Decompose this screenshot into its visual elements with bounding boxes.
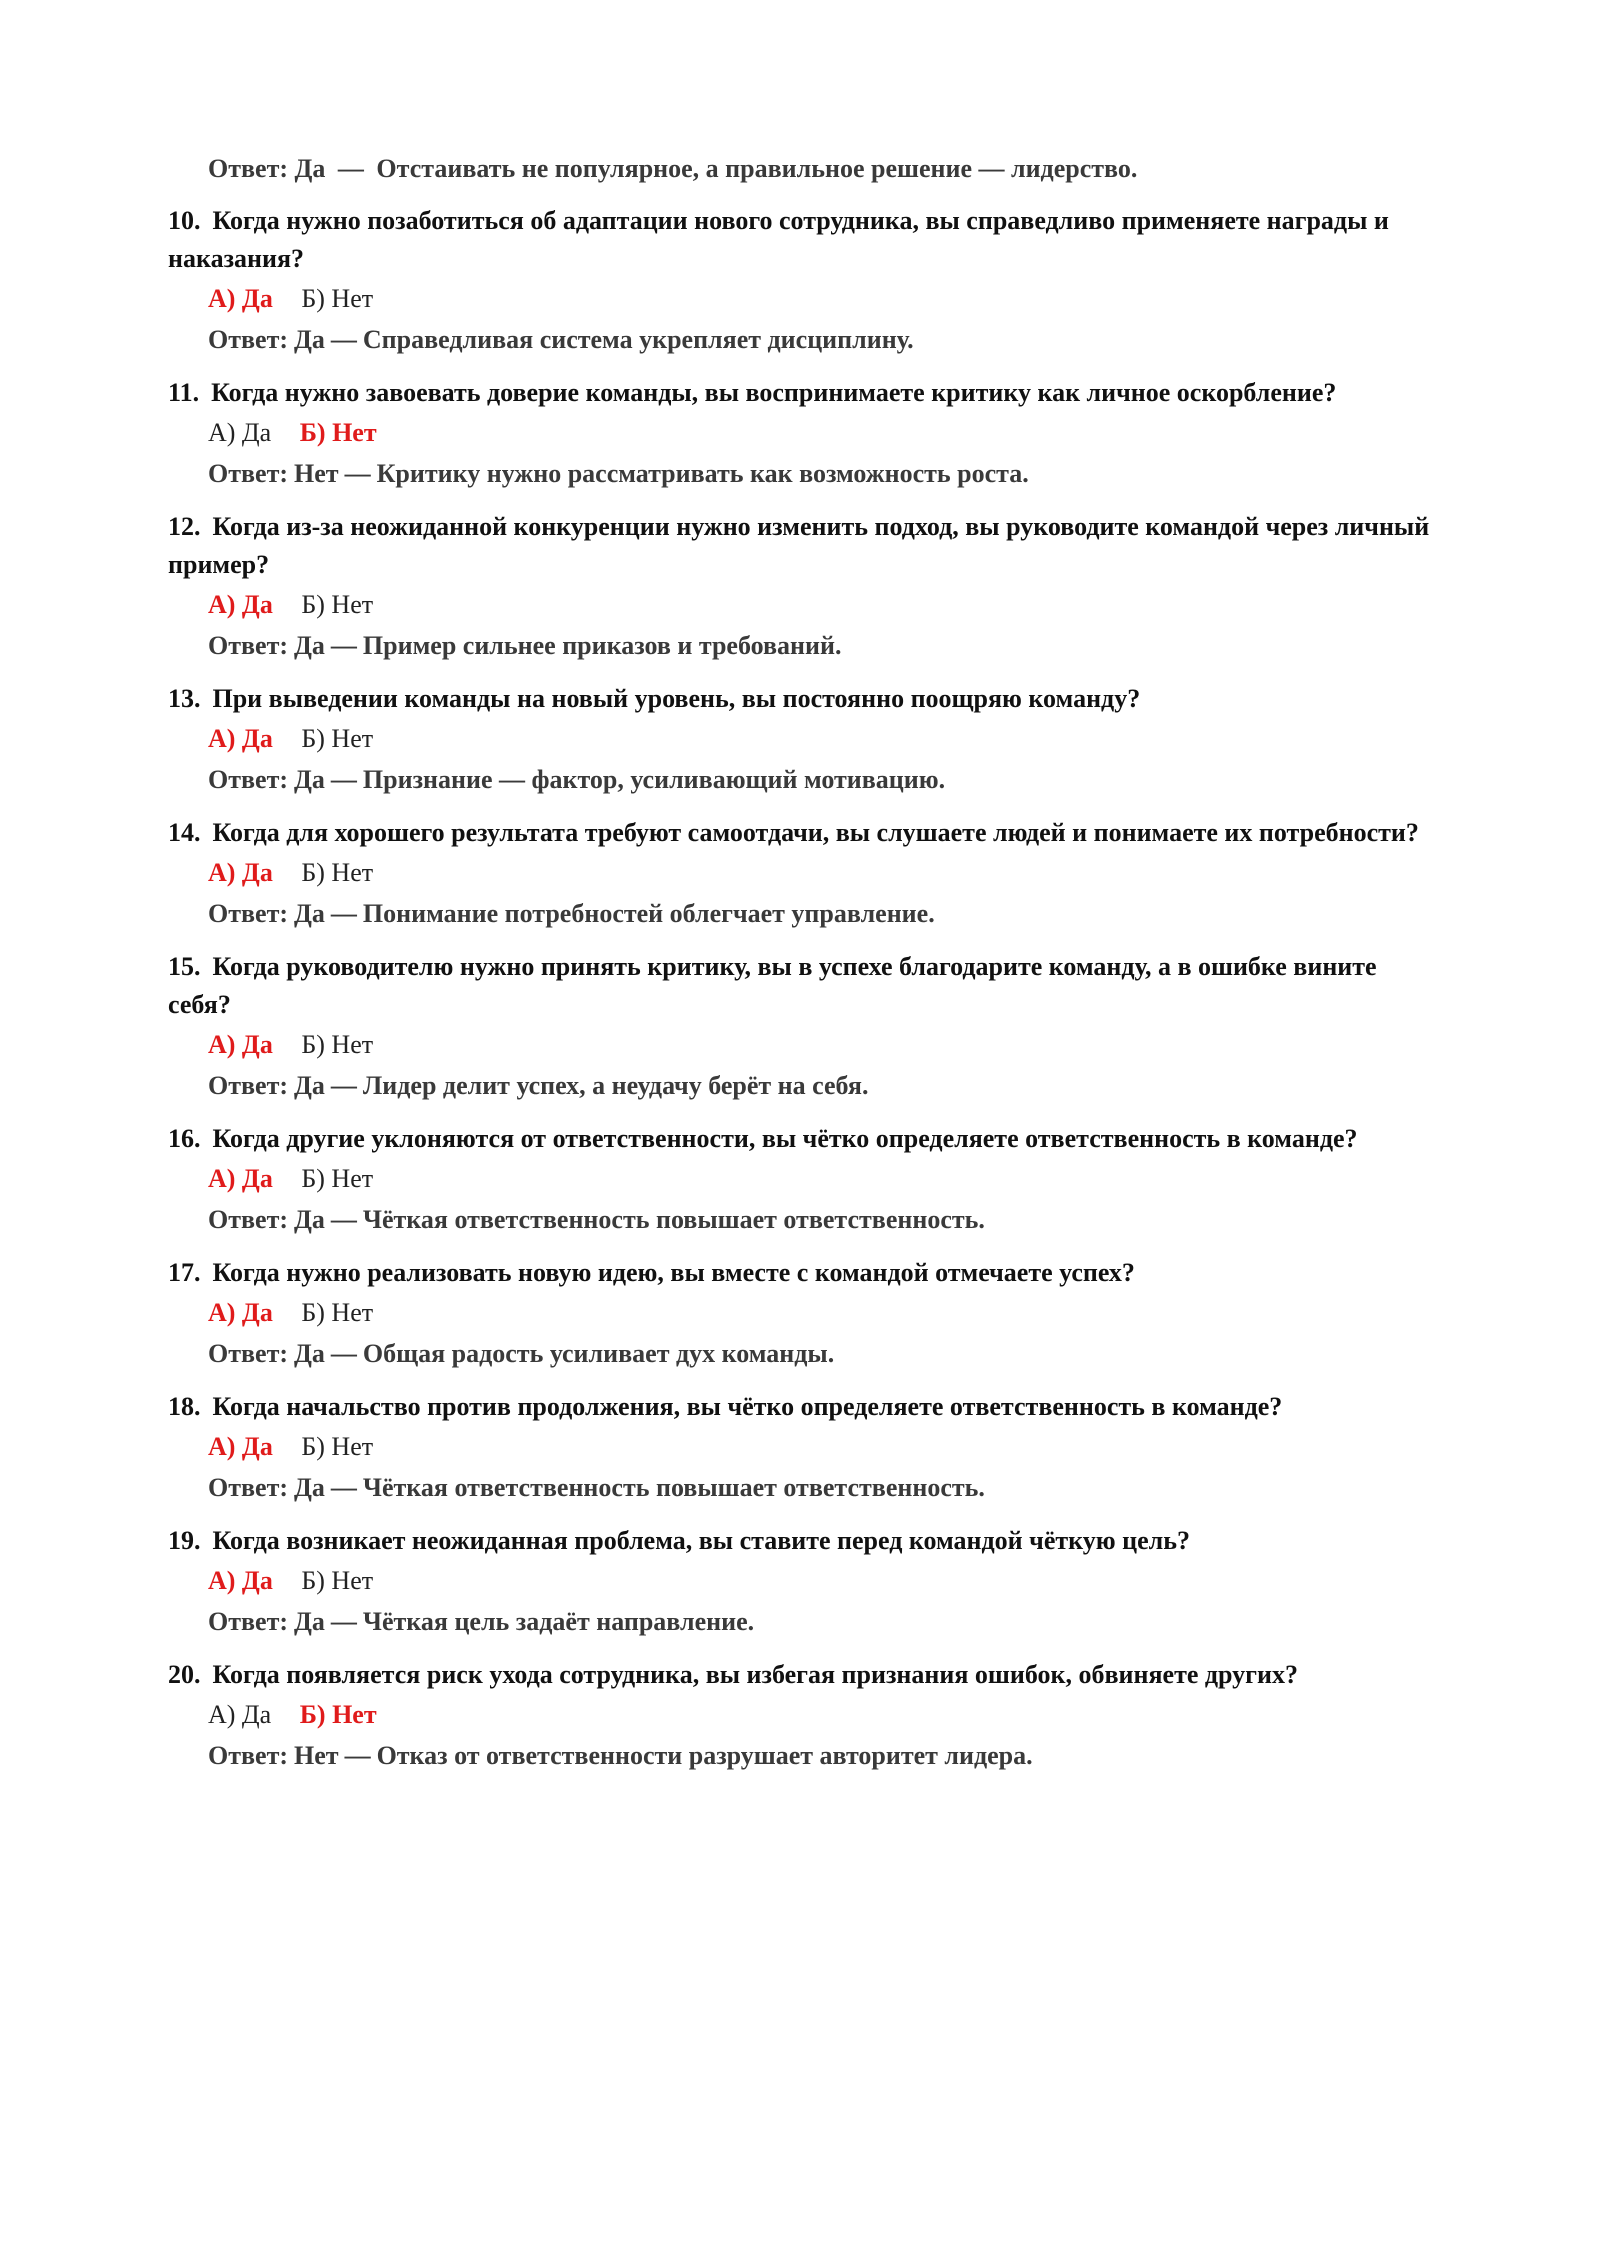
correct-answer — [208, 1602, 1438, 1642]
question-text-block — [168, 1656, 1438, 1694]
answer-options — [208, 1158, 1438, 1200]
option-a[interactable]: А) Да — [208, 724, 273, 753]
option-a[interactable]: А) Да — [208, 858, 273, 887]
option-b[interactable]: Б) Нет — [299, 1700, 377, 1729]
correct-answer — [208, 320, 1438, 360]
question-number: 16. — [168, 1124, 201, 1153]
option-a[interactable]: А) Да — [208, 1700, 272, 1729]
option-b[interactable]: Б) Нет — [301, 284, 374, 313]
question-item-16 — [168, 1120, 1438, 1240]
answer-dash: — — [344, 459, 371, 488]
answer-options — [208, 278, 1438, 320]
answer-options — [208, 852, 1438, 894]
option-a[interactable]: А) Да — [208, 1164, 273, 1193]
question-number: 20. — [168, 1660, 201, 1689]
question-item-20 — [168, 1656, 1438, 1776]
answer-label: Ответ: — [208, 1339, 289, 1368]
question-text: Когда возникает неожиданная проблема, вы ставите перед командой чёткую цель? — [212, 1526, 1190, 1555]
answer-dash: — — [330, 1607, 357, 1636]
quiz-content — [168, 150, 1438, 1776]
question-text: Когда появляется риск ухода сотрудника, вы избегая признания ошибок, обвиняете других? — [212, 1660, 1298, 1689]
answer-explanation: Признание — фактор, усиливающий мотивацию. — [362, 765, 946, 794]
answer-options — [208, 412, 1438, 454]
option-a[interactable]: А) Да — [208, 418, 272, 447]
correct-answer — [208, 894, 1438, 934]
answer-label: Ответ: — [208, 1741, 289, 1770]
question-item-13 — [168, 680, 1438, 800]
question-text: Когда руководителю нужно принять критику, вы в успехе благодарите команду, а в ошибке вините себя? — [168, 952, 1377, 1019]
answer-explanation: Отказ от ответственности разрушает авторитет лидера. — [376, 1741, 1033, 1770]
answer-explanation: Критику нужно рассматривать как возможность роста. — [376, 459, 1029, 488]
answer-label: Ответ: — [208, 459, 289, 488]
question-item-19 — [168, 1522, 1438, 1642]
question-number: 10. — [168, 206, 201, 235]
answer-value: Да — [294, 1205, 325, 1234]
answer-options — [208, 584, 1438, 626]
answer-label: Ответ: — [208, 1205, 289, 1234]
question-number: 14. — [168, 818, 201, 847]
answer-label: Ответ: — [208, 154, 289, 183]
option-a[interactable]: А) Да — [208, 284, 273, 313]
correct-answer — [208, 1736, 1438, 1776]
answer-label: Ответ: — [208, 325, 289, 354]
question-text-block — [168, 680, 1438, 718]
answer-value: Да — [294, 1071, 325, 1100]
answer-explanation: Чёткая ответственность повышает ответственность. — [362, 1473, 985, 1502]
answer-value: Нет — [294, 459, 339, 488]
question-text: Когда другие уклоняются от ответственности, вы чётко определяете ответственность в команде? — [212, 1124, 1358, 1153]
answer-dash: — — [330, 765, 357, 794]
question-item-15 — [168, 948, 1438, 1106]
answer-value: Да — [294, 325, 325, 354]
answer-label: Ответ: — [208, 1071, 289, 1100]
option-a[interactable]: А) Да — [208, 1030, 273, 1059]
question-list — [168, 202, 1438, 1776]
option-b[interactable]: Б) Нет — [301, 1566, 374, 1595]
correct-answer — [208, 1200, 1438, 1240]
answer-value: Да — [294, 899, 325, 928]
question-number: 17. — [168, 1258, 201, 1287]
answer-label: Ответ: — [208, 899, 289, 928]
answer-label: Ответ: — [208, 1473, 289, 1502]
option-b[interactable]: Б) Нет — [301, 858, 374, 887]
answer-label: Ответ: — [208, 765, 289, 794]
question-number: 19. — [168, 1526, 201, 1555]
answer-value: Да — [294, 765, 325, 794]
question-text-block — [168, 1120, 1438, 1158]
answer-value: Да — [294, 631, 325, 660]
question-item-18 — [168, 1388, 1438, 1508]
question-number: 12. — [168, 512, 201, 541]
answer-dash: — — [330, 1205, 357, 1234]
question-number: 15. — [168, 952, 201, 981]
answer-label: Ответ: — [208, 631, 289, 660]
question-text: При выведении команды на новый уровень, вы постоянно поощряю команду? — [212, 684, 1141, 713]
answer-dash: — — [330, 1339, 357, 1368]
answer-options — [208, 1024, 1438, 1066]
answer-dash: — — [330, 1071, 357, 1100]
answer-value: Да — [294, 154, 326, 183]
question-text: Когда для хорошего результата требуют самоотдачи, вы слушаете людей и понимаете их потребности? — [212, 818, 1419, 847]
answer-value: Да — [294, 1473, 325, 1502]
question-text-block — [168, 814, 1438, 852]
answer-label: Ответ: — [208, 1607, 289, 1636]
correct-answer — [208, 1468, 1438, 1508]
question-number: 11. — [168, 378, 200, 407]
option-b[interactable]: Б) Нет — [301, 724, 374, 753]
answer-value: Нет — [294, 1741, 339, 1770]
question-text: Когда нужно реализовать новую идею, вы вместе с командой отмечаете успех? — [212, 1258, 1135, 1287]
answer-explanation: Отстаивать не популярное, а правильное решение — лидерство. — [376, 154, 1138, 183]
question-text-block — [168, 374, 1438, 412]
question-text-block — [168, 1254, 1438, 1292]
answer-explanation: Чёткая ответственность повышает ответственность. — [362, 1205, 985, 1234]
answer-value: Да — [294, 1339, 325, 1368]
answer-options — [208, 1560, 1438, 1602]
answer-options — [208, 1426, 1438, 1468]
question-text-block — [168, 508, 1438, 584]
question-item-14 — [168, 814, 1438, 934]
answer-options — [208, 1694, 1438, 1736]
question-number: 18. — [168, 1392, 201, 1421]
answer-dash: — — [330, 325, 357, 354]
answer-explanation: Лидер делит успех, а неудачу берёт на себя. — [362, 1071, 869, 1100]
option-b[interactable]: Б) Нет — [301, 1030, 374, 1059]
option-a[interactable]: А) Да — [208, 1298, 273, 1327]
question-item-12 — [168, 508, 1438, 666]
question-text-block — [168, 1522, 1438, 1560]
correct-answer — [208, 1066, 1438, 1106]
option-b[interactable]: Б) Нет — [301, 1164, 374, 1193]
option-b[interactable]: Б) Нет — [301, 590, 374, 619]
option-a[interactable]: А) Да — [208, 1566, 273, 1595]
question-item-10 — [168, 202, 1438, 360]
question-text-block — [168, 948, 1438, 1024]
option-b[interactable]: Б) Нет — [301, 1432, 374, 1461]
question-text: Когда из-за неожиданной конкуренции нужно изменить подход, вы руководите командой через личный пример? — [168, 512, 1430, 579]
answer-options — [208, 718, 1438, 760]
correct-answer — [208, 1334, 1438, 1374]
answer-dash: — — [330, 631, 357, 660]
correct-answer — [208, 760, 1438, 800]
question-text: Когда нужно завоевать доверие команды, вы воспринимаете критику как личное оскорбление? — [211, 378, 1337, 407]
correct-answer — [208, 454, 1438, 494]
answer-explanation: Общая радость усиливает дух команды. — [362, 1339, 835, 1368]
answer-explanation: Пример сильнее приказов и требований. — [362, 631, 842, 660]
answer-dash: — — [330, 1473, 357, 1502]
answer-value: Да — [294, 1607, 325, 1636]
answer-dash: — — [337, 154, 364, 183]
question-item-11 — [168, 374, 1438, 494]
question-number: 13. — [168, 684, 201, 713]
question-text-block — [168, 1388, 1438, 1426]
option-b[interactable]: Б) Нет — [301, 1298, 374, 1327]
question-text-block — [168, 202, 1438, 278]
question-text: Когда начальство против продолжения, вы чётко определяете ответственность в команде? — [212, 1392, 1283, 1421]
answer-dash: — — [344, 1741, 371, 1770]
answer-dash: — — [330, 899, 357, 928]
answer-line-9 — [208, 150, 1438, 188]
question-item-17 — [168, 1254, 1438, 1374]
answer-options — [208, 1292, 1438, 1334]
answer-explanation: Чёткая цель задаёт направление. — [362, 1607, 755, 1636]
option-a[interactable]: А) Да — [208, 1432, 273, 1461]
correct-answer — [208, 626, 1438, 666]
answer-explanation: Справедливая система укрепляет дисциплину. — [362, 325, 914, 354]
option-a[interactable]: А) Да — [208, 590, 273, 619]
option-b[interactable]: Б) Нет — [299, 418, 377, 447]
answer-explanation: Понимание потребностей облегчает управление. — [362, 899, 935, 928]
question-text: Когда нужно позаботиться об адаптации нового сотрудника, вы справедливо применяете награды и наказания? — [168, 206, 1389, 273]
